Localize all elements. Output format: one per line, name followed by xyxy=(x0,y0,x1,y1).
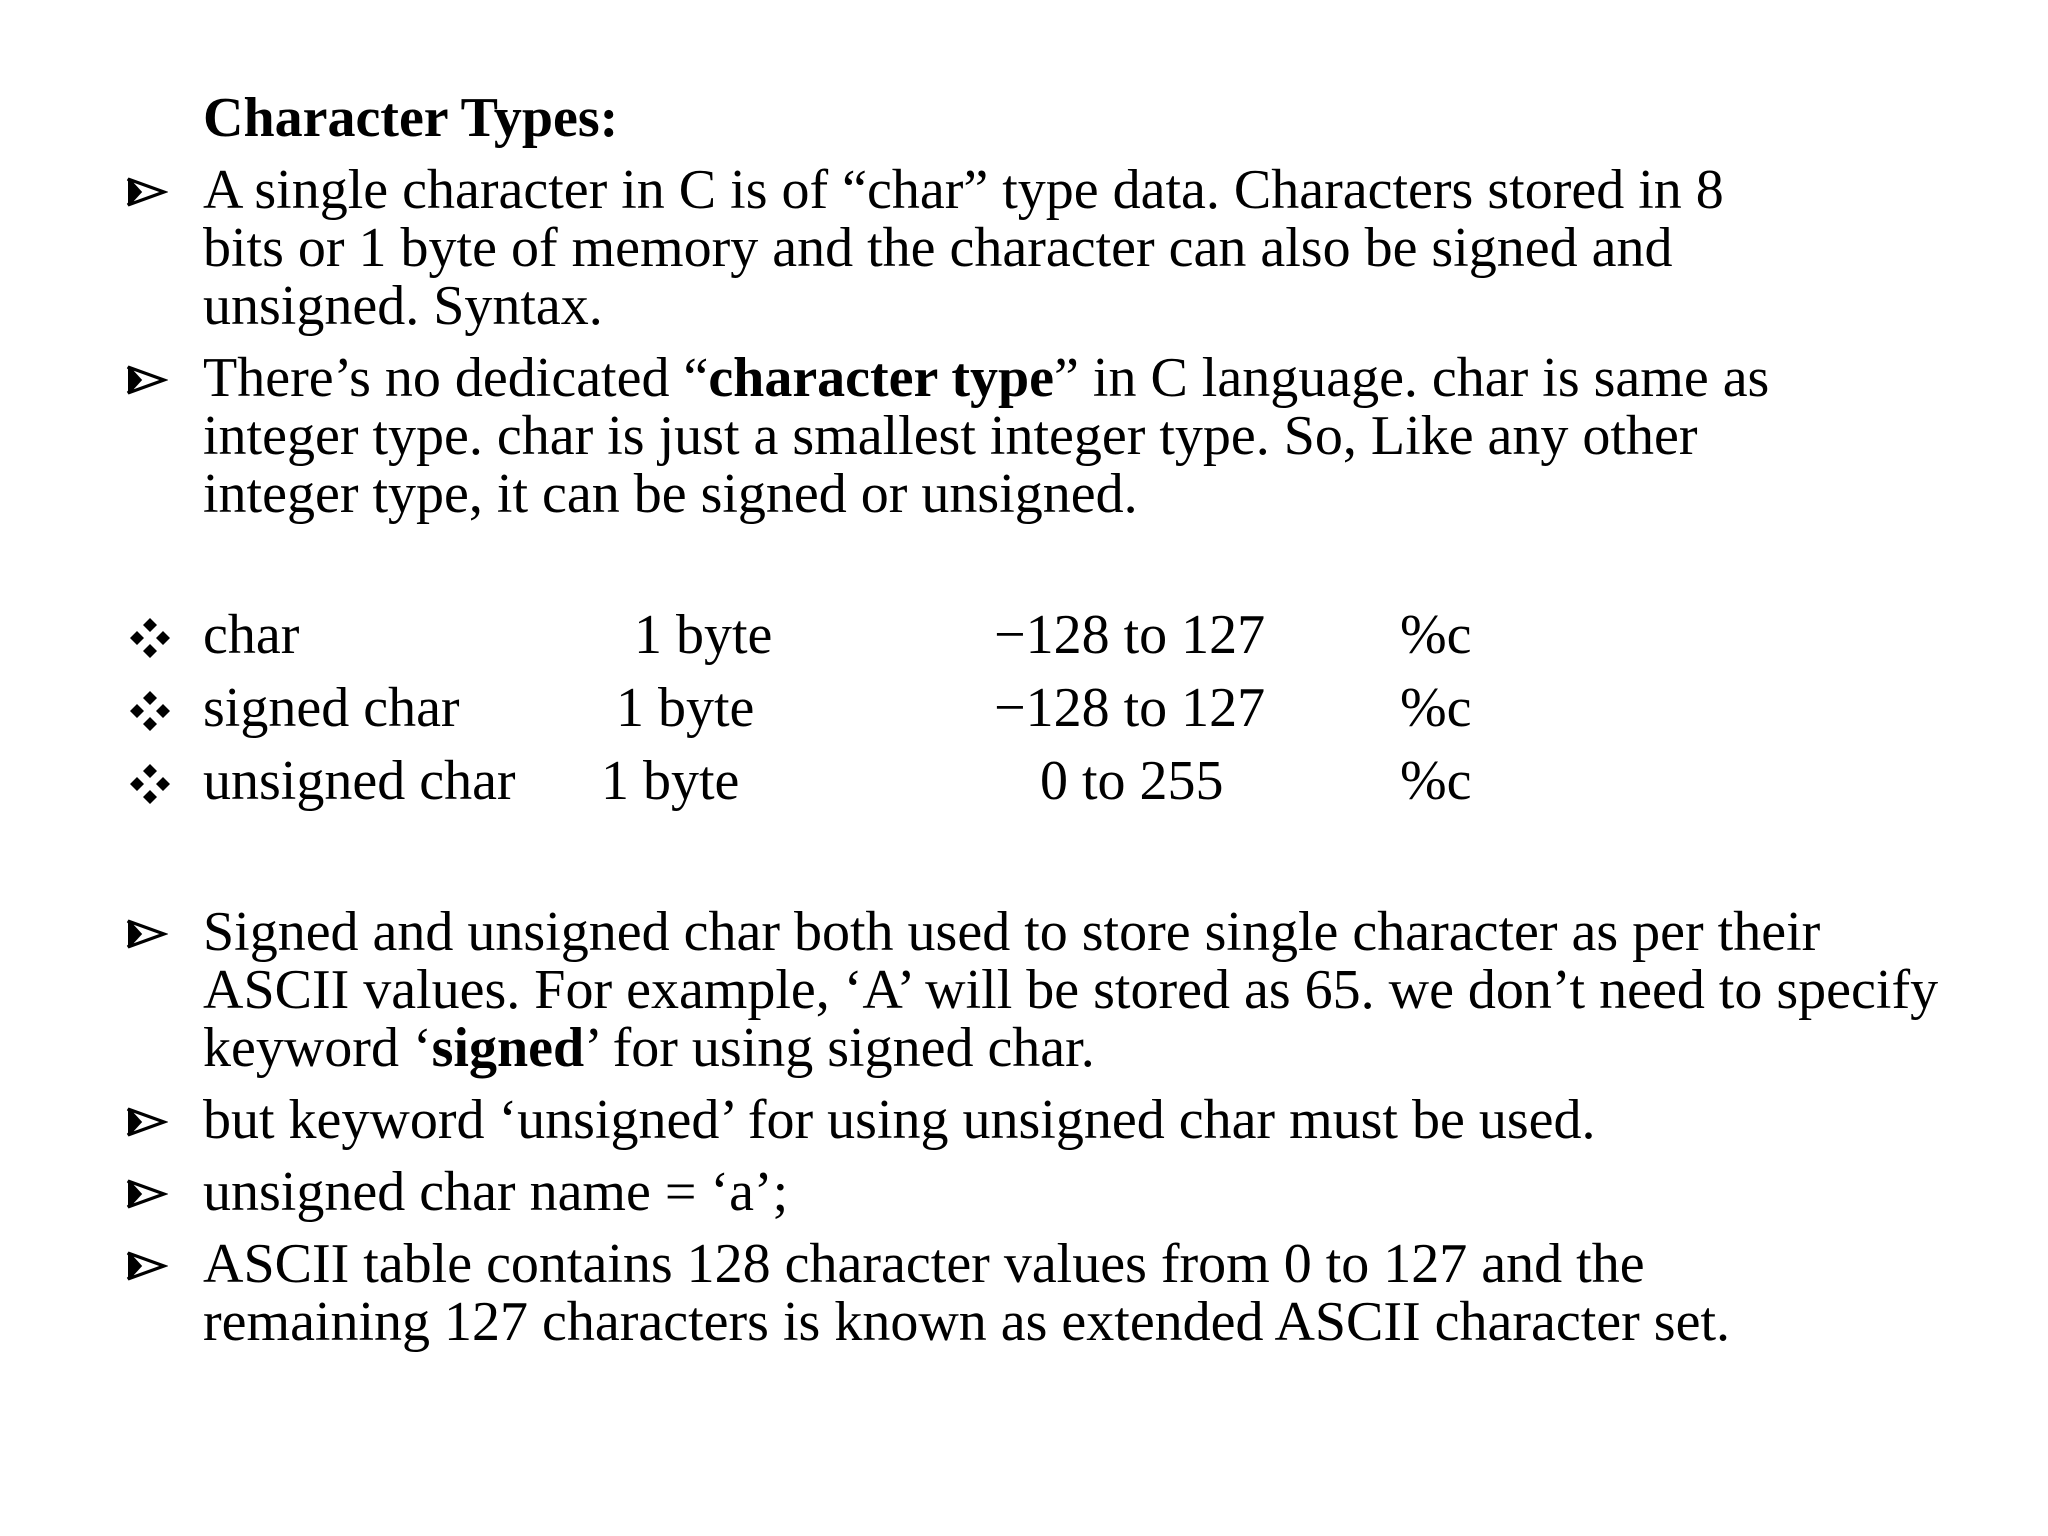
arrow-bullet-icon xyxy=(126,1091,170,1149)
text-run: ASCII table contains 128 character values from 0 to 127 and the remaining 127 characters is known as extended ASCII character set. xyxy=(203,1233,1731,1353)
arrow-bullet-icon xyxy=(126,903,170,961)
text-run: unsigned char name = ‘a’; xyxy=(203,1161,789,1223)
detail-bullet-2 xyxy=(0,1091,1990,1149)
intro-bullet-list xyxy=(0,161,2048,523)
char-type-row xyxy=(0,673,2048,743)
char-type-range: −128 to 127 xyxy=(994,604,1266,666)
detail-bullet-4 xyxy=(0,1235,1880,1351)
detail-bullet-4-text xyxy=(203,1235,1840,1351)
detail-bullet-list xyxy=(0,903,2048,1351)
detail-bullet-3-text xyxy=(203,1163,1950,1221)
detail-bullet-2-text xyxy=(203,1091,1950,1149)
arrow-bullet-icon xyxy=(126,161,170,219)
bold-text-run: character type xyxy=(708,347,1055,409)
char-type-name: unsigned char xyxy=(203,750,516,812)
char-type-size: 1 byte xyxy=(601,750,740,812)
detail-bullet-1-text xyxy=(203,903,1950,1077)
arrow-bullet-icon xyxy=(126,1163,170,1221)
char-type-size: 1 byte xyxy=(616,677,755,739)
text-run: Signed and unsigned char both used to store single character as per their ASCII values. For example, ‘A’ will be stored as 65. we don’t need to specify keyword ‘ xyxy=(203,901,1939,1079)
diamond-bullet-icon xyxy=(128,762,172,806)
intro-bullet-2 xyxy=(0,349,1900,523)
char-type-size: 1 byte xyxy=(634,604,773,666)
char-type-range: 0 to 255 xyxy=(1040,750,1224,812)
char-type-row xyxy=(0,746,2048,816)
slide-heading: Character Types: xyxy=(203,87,619,149)
char-type-format: %c xyxy=(1400,750,1472,812)
bold-text-run: signed xyxy=(431,1017,585,1079)
diamond-bullet-icon xyxy=(128,616,172,660)
text-run: but keyword ‘unsigned’ for using unsigned char must be used. xyxy=(203,1089,1596,1151)
char-type-format: %c xyxy=(1400,604,1472,666)
char-type-format: %c xyxy=(1400,677,1472,739)
text-run: ’ for using signed char. xyxy=(584,1017,1095,1079)
intro-bullet-1 xyxy=(0,161,1820,335)
detail-bullet-3 xyxy=(0,1163,1990,1221)
arrow-bullet-icon xyxy=(126,349,170,407)
intro-bullet-2-text xyxy=(203,349,1860,523)
detail-bullet-1 xyxy=(0,903,1990,1077)
intro-bullet-1-text xyxy=(203,161,1780,335)
text-run: ” in C language. char is same as integer type. char is just a smallest integer type. So, Like any other integer type, it can be signed or unsigned. xyxy=(203,347,1770,525)
diamond-bullet-icon xyxy=(128,689,172,733)
char-type-name: char xyxy=(203,604,300,666)
text-run: A single character in C is of “char” type data. Characters stored in 8 bits or 1 byte of memory and the character can also be signed and unsigned. Syntax. xyxy=(203,159,1724,337)
text-run: There’s no dedicated “ xyxy=(203,347,709,409)
char-type-row xyxy=(0,600,2048,670)
char-type-name: signed char xyxy=(203,677,460,739)
arrow-bullet-icon xyxy=(126,1235,170,1293)
char-type-range: −128 to 127 xyxy=(994,677,1266,739)
